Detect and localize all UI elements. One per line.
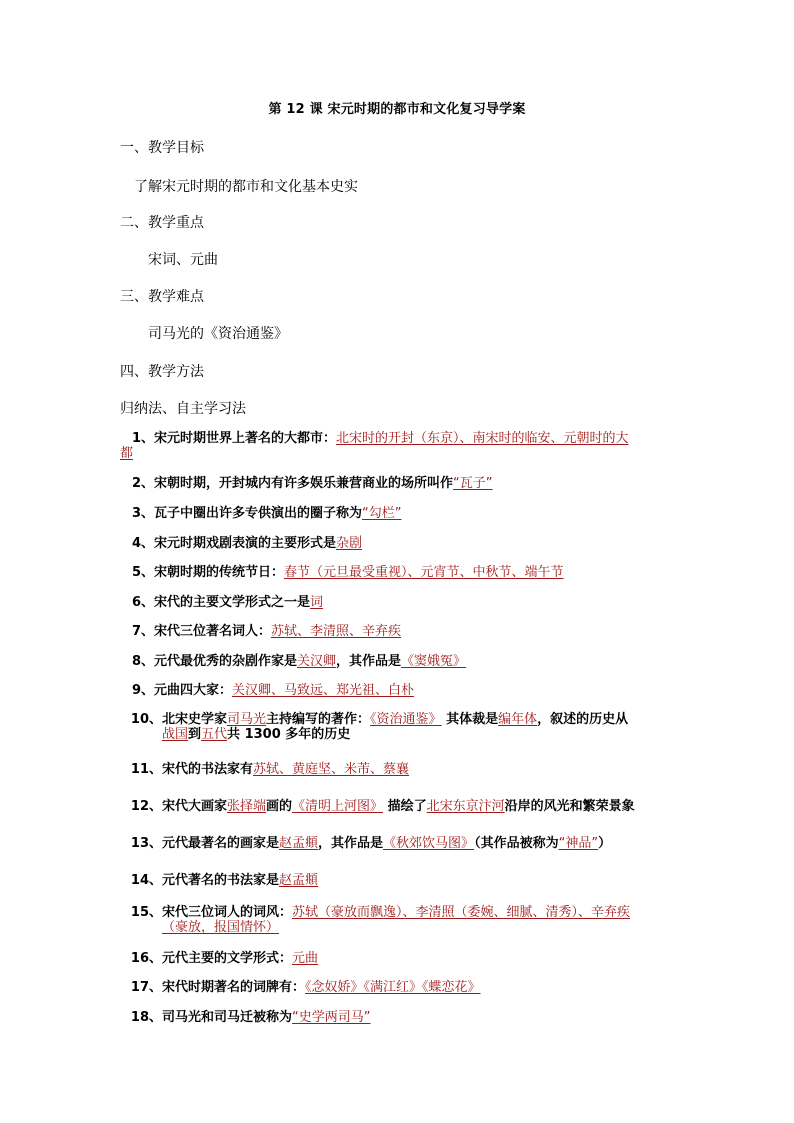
list-item-3: [120, 506, 680, 521]
item-answer: 词: [310, 595, 324, 610]
item-answer: 战国: [162, 727, 189, 742]
item-answer: “勾栏”: [362, 506, 402, 521]
list-item-16: [120, 951, 680, 966]
item-question: 宋代三位词人的词风：: [162, 905, 293, 920]
list-item-14: [120, 873, 680, 888]
section-heading-key-points: 二、教学重点: [120, 215, 204, 231]
list-item-13: [120, 836, 720, 851]
list-item-10: [120, 712, 680, 742]
item-number: 6、: [131, 595, 154, 610]
item-question: 宋代的主要文学形式之一是: [154, 595, 311, 610]
item-question: 描绘了: [387, 799, 427, 814]
section-body-key-points: 宋词、元曲: [148, 252, 218, 268]
list-item-11: [120, 762, 680, 777]
item-answer: 赵孟頫: [279, 836, 319, 851]
list-item-4: [120, 536, 680, 551]
item-question: ，其作品是: [318, 836, 384, 851]
item-answer: “史学两司马”: [292, 1010, 371, 1025]
item-question: 主持编写的著作：: [266, 712, 371, 727]
item-number: 9、: [131, 683, 154, 698]
section-heading-difficulties: 三、教学难点: [120, 289, 204, 305]
page-title: 第 12 课 宋元时期的都市和文化复习导学案: [268, 102, 526, 117]
item-answer: 《清明上河图》: [292, 799, 384, 814]
item-question: 共 1300 多年的历史: [227, 727, 351, 742]
item-question: （其作品被称为: [474, 836, 559, 851]
item-number: 15、: [130, 905, 162, 920]
section-body-objectives: 了解宋元时期的都市和文化基本史实: [134, 179, 358, 195]
item-answer: 《念奴娇》《满江红》《蝶恋花》: [305, 980, 481, 995]
item-answer: 张择端: [227, 799, 267, 814]
item-question: 宋代三位著名词人：: [154, 624, 272, 639]
list-item-6: [120, 595, 680, 610]
item-answer: 《窦娥冤》: [401, 654, 467, 669]
list-item-8: [120, 654, 680, 669]
item-question: 元代最著名的画家是: [162, 836, 280, 851]
item-answer: 北宋东京汴河: [426, 799, 505, 814]
item-number: 11、: [130, 762, 162, 777]
list-item-1: [120, 431, 680, 461]
item-question: 宋朝时期的传统节日：: [154, 565, 285, 580]
item-number: 13、: [130, 836, 162, 851]
item-question: 宋元时期戏剧表演的主要形式是: [154, 536, 337, 551]
item-question: 宋代大画家: [162, 799, 228, 814]
item-question: 瓦子中圈出许多专供演出的圈子称为: [154, 506, 363, 521]
item-answer: 苏轼（豪放而飘逸）、李清照（委婉、细腻、清秀）、辛弃疾: [292, 905, 631, 920]
item-number: 2、: [131, 476, 154, 491]
item-number: 17、: [130, 980, 162, 995]
section-heading-objectives: 一、教学目标: [120, 140, 204, 156]
item-number: 5、: [131, 565, 154, 580]
item-number: 12、: [130, 799, 162, 814]
item-question: 沿岸的风光和繁荣景象: [504, 799, 635, 814]
item-answer: 杂剧: [336, 536, 363, 551]
item-answer: 编年体: [498, 712, 538, 727]
item-question: 元代著名的书法家是: [162, 873, 280, 888]
item-question: 宋元时期世界上著名的大都市：: [154, 431, 337, 446]
item-number: 1、: [131, 431, 154, 446]
list-item-2: [120, 476, 680, 491]
item-answer: 五代: [201, 727, 228, 742]
item-answer: 司马光: [227, 712, 267, 727]
list-item-9: [120, 683, 680, 698]
list-item-12: [120, 799, 720, 814]
item-question: 宋朝时期，开封城内有许多娱乐兼营商业的场所叫作: [154, 476, 454, 491]
item-answer: “神品”: [558, 836, 599, 851]
list-item-5: [120, 565, 680, 580]
item-number: 14、: [130, 873, 162, 888]
item-question: 元代最优秀的杂剧作家是: [154, 654, 298, 669]
section-heading-methods: 四、教学方法: [120, 364, 204, 380]
item-answer: 赵孟頫: [279, 873, 319, 888]
list-item-7: [120, 624, 680, 639]
item-answer: 《资治通鉴》: [370, 712, 442, 727]
list-item-18: [120, 1010, 680, 1025]
item-answer: 关汉卿: [297, 654, 337, 669]
item-question: 元代主要的文学形式：: [162, 951, 293, 966]
item-number: 7、: [131, 624, 154, 639]
section-body-methods: 归纳法、自主学习法: [120, 401, 246, 417]
item-question: 北宋史学家: [162, 712, 228, 727]
item-question: 元曲四大家：: [154, 683, 233, 698]
item-answer: 春节（元旦最受重视）、元宵节、中秋节、端午节: [284, 565, 564, 580]
list-item-17: [120, 980, 680, 995]
item-number: 10、: [130, 712, 162, 727]
item-question: ，其作品是: [336, 654, 402, 669]
item-number: 18、: [130, 1010, 162, 1025]
item-number: 3、: [131, 506, 154, 521]
item-question: 到: [188, 727, 202, 742]
item-answer: 苏轼、李清照、辛弃疾: [271, 624, 402, 639]
item-answer: 元曲: [292, 951, 319, 966]
item-number: 8、: [131, 654, 154, 669]
item-question: 画的: [266, 799, 293, 814]
item-question: ）: [598, 836, 612, 851]
item-question: ，叙述的历史从: [537, 712, 629, 727]
item-question: 司马光和司马迁被称为: [162, 1010, 293, 1025]
item-answer: 《秋郊饮马图》: [383, 836, 475, 851]
item-number: 16、: [130, 951, 162, 966]
list-item-15: [120, 905, 720, 935]
item-number: 4、: [131, 536, 154, 551]
item-answer: 苏轼、黄庭坚、米芾、蔡襄: [253, 762, 410, 777]
item-answer: 北宋时的开封（东京）、南宋时的临安、元朝时的大: [336, 431, 629, 446]
item-answer: “瓦子”: [453, 476, 493, 491]
item-answer-continued: （豪放，报国情怀）: [162, 920, 280, 935]
item-answer-continued: 都: [120, 446, 134, 461]
item-question: 宋代的书法家有: [162, 762, 254, 777]
item-question: 其体裁是: [446, 712, 499, 727]
item-answer: 关汉卿、马致远、郑光祖、白朴: [232, 683, 415, 698]
section-body-difficulties: 司马光的《资治通鉴》: [148, 326, 288, 342]
item-question: 宋代时期著名的词牌有：: [162, 980, 306, 995]
